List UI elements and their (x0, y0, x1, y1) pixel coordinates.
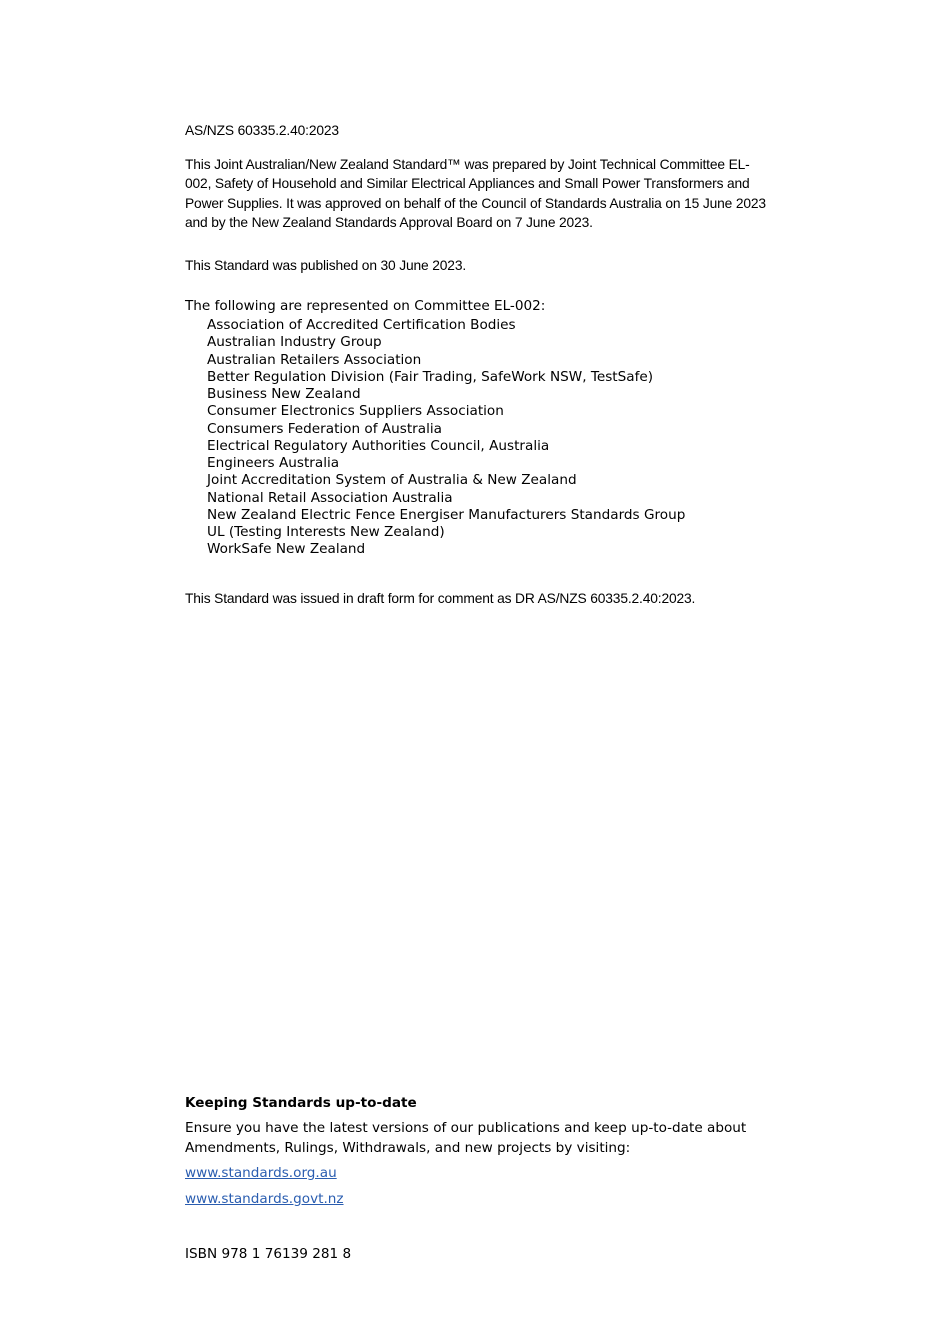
committee-member: WorkSafe New Zealand (207, 541, 366, 558)
committee-member: Australian Retailers Association (207, 351, 422, 368)
committee-member: New Zealand Electric Fence Energiser Manufacturers Standards Group (207, 506, 686, 523)
standards-australia-link[interactable]: www.standards.org.au (185, 1165, 337, 1181)
committee-member-list (207, 317, 685, 559)
link-nz-container (185, 1190, 344, 1208)
committee-intro: The following are represented on Committee EL-002: (185, 298, 546, 314)
committee-member: Consumers Federation of Australia (207, 420, 442, 437)
standards-new-zealand-link[interactable]: www.standards.govt.nz (185, 1191, 344, 1207)
isbn-number: ISBN 978 1 76139 281 8 (185, 1246, 352, 1262)
keeping-up-to-date-heading: Keeping Standards up-to-date (185, 1095, 417, 1111)
committee-member: Australian Industry Group (207, 334, 382, 351)
committee-member: UL (Testing Interests New Zealand) (207, 524, 445, 540)
committee-member: Business New Zealand (207, 386, 361, 402)
keeping-up-to-date-body: Ensure you have the latest versions of our publications and keep up-to-date about Amendments, Rulings, Withdrawals, and new projects by visiting: (185, 1120, 747, 1156)
draft-paragraph: This Standard was issued in draft form for comment as DR AS/NZS 60335.2.40:2023. (185, 591, 696, 606)
committee-member: Association of Accredited Certification Bodies (207, 317, 516, 333)
committee-member: Better Regulation Division (Fair Trading, SafeWork NSW, TestSafe) (207, 368, 654, 385)
committee-member: Engineers Australia (207, 455, 340, 471)
published-paragraph: This Standard was published on 30 June 2023. (185, 258, 467, 273)
committee-member: National Retail Association Australia (207, 489, 453, 506)
committee-member: Consumer Electronics Suppliers Association (207, 403, 504, 420)
standard-number: AS/NZS 60335.2.40:2023 (185, 123, 339, 138)
committee-member: Electrical Regulatory Authorities Council, Australia (207, 437, 550, 454)
link-au-container (185, 1164, 337, 1182)
preparation-paragraph: This Joint Australian/New Zealand Standard™ was prepared by Joint Technical Committee EL-002, Safety of Household and Similar Electrical Appliances and Small Power Transformers and Power Supplies. It was approved on behalf of the Council of Standards Australia on 15 June 2023 and by the New Zealand Standards Approval Board on 7 June 2023. (185, 157, 766, 231)
committee-member: Joint Accreditation System of Australia & New Zealand (207, 472, 577, 489)
